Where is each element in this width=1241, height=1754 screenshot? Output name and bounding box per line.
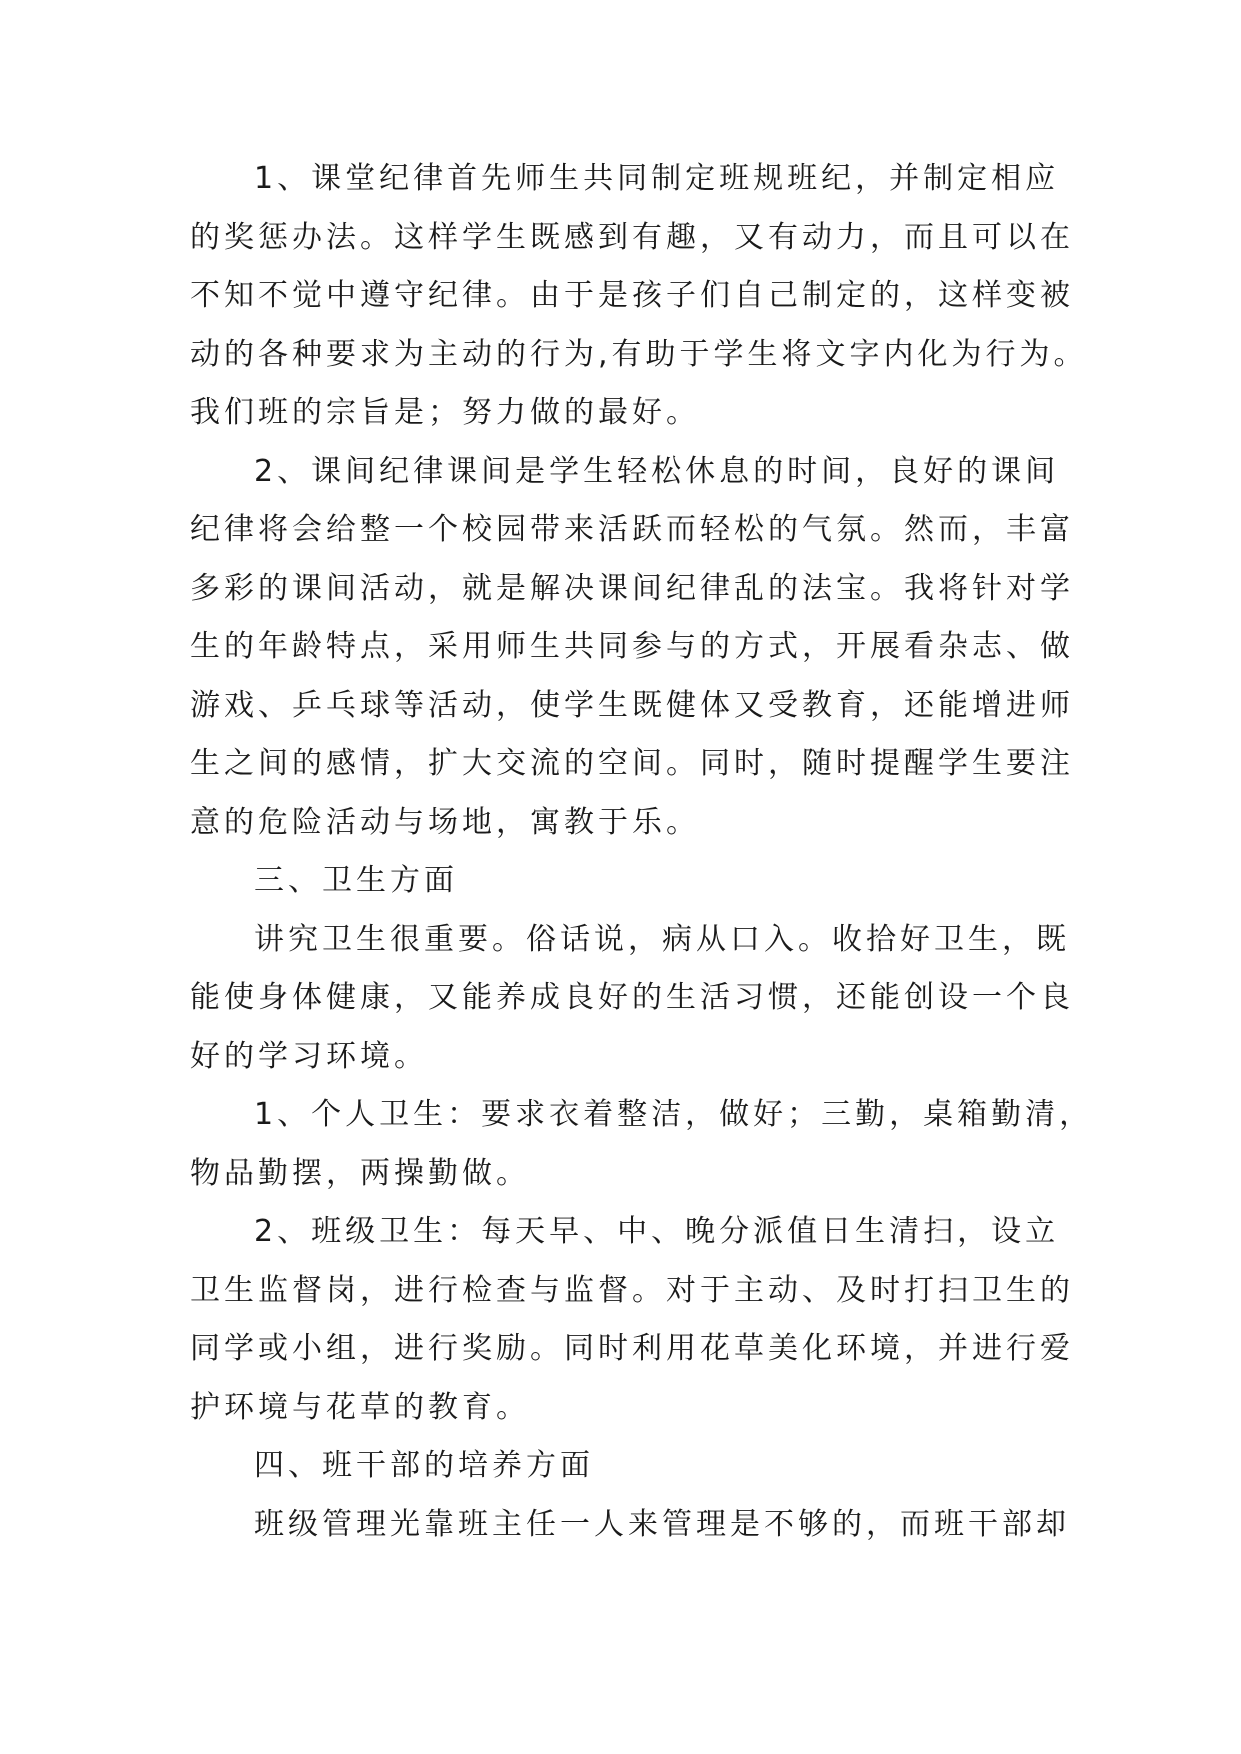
paragraph-line: 的奖惩办法。这样学生既感到有趣，又有动力，而且可以在 bbox=[190, 219, 1074, 255]
paragraph-line: 护环境与花草的教育。 bbox=[190, 1389, 530, 1425]
paragraph-line: 2、班级卫生：每天早、中、晚分派值日生清扫，设立 bbox=[254, 1214, 1060, 1249]
paragraph-line: 意的危险活动与场地，寓教于乐。 bbox=[190, 804, 700, 840]
paragraph-line: 好的学习环境。 bbox=[190, 1038, 428, 1074]
paragraph-line: 同学或小组，进行奖励。同时利用花草美化环境，并进行爱 bbox=[190, 1331, 1074, 1366]
document-body bbox=[190, 150, 1094, 1554]
paragraph-line: 物品勤摆，两操勤做。 bbox=[190, 1155, 530, 1191]
paragraph-line: 多彩的课间活动，就是解决课间纪律乱的法宝。我将针对学 bbox=[190, 570, 1074, 606]
paragraph-line: 能使身体健康，又能养成良好的生活习惯，还能创设一个良 bbox=[190, 980, 1074, 1015]
paragraph-line: 1、个人卫生：要求衣着整洁，做好；三勤，桌箱勤清， bbox=[254, 1097, 1094, 1132]
paragraph-line: 纪律将会给整一个校园带来活跃而轻松的气氛。然而，丰富 bbox=[190, 512, 1074, 547]
section-heading: 四、班干部的培养方面 bbox=[254, 1448, 594, 1483]
paragraph-line: 卫生监督岗，进行检查与监督。对于主动、及时打扫卫生的 bbox=[190, 1272, 1074, 1308]
paragraph-line: 生之间的感情，扩大交流的空间。同时，随时提醒学生要注 bbox=[190, 746, 1074, 781]
paragraph-line: 1、课堂纪律首先师生共同制定班规班纪，并制定相应 bbox=[254, 161, 1060, 196]
paragraph-line: 我们班的宗旨是；努力做的最好。 bbox=[190, 395, 700, 430]
section-heading: 三、卫生方面 bbox=[254, 863, 458, 898]
paragraph-line: 不知不觉中遵守纪律。由于是孩子们自己制定的，这样变被 bbox=[190, 278, 1074, 313]
paragraph-line: 讲究卫生很重要。俗话说，病从口入。收拾好卫生，既 bbox=[254, 921, 1070, 957]
paragraph-line: 动的各种要求为主动的行为,有助于学生将文字内化为行为。 bbox=[190, 336, 1088, 372]
paragraph-line: 游戏、乒乓球等活动，使学生既健体又受教育，还能增进师 bbox=[190, 687, 1074, 723]
paragraph-line: 班级管理光靠班主任一人来管理是不够的，而班干部却 bbox=[254, 1506, 1070, 1542]
paragraph-line: 2、课间纪律课间是学生轻松休息的时间，良好的课间 bbox=[254, 453, 1060, 489]
paragraph-line: 生的年龄特点，采用师生共同参与的方式，开展看杂志、做 bbox=[190, 629, 1074, 664]
